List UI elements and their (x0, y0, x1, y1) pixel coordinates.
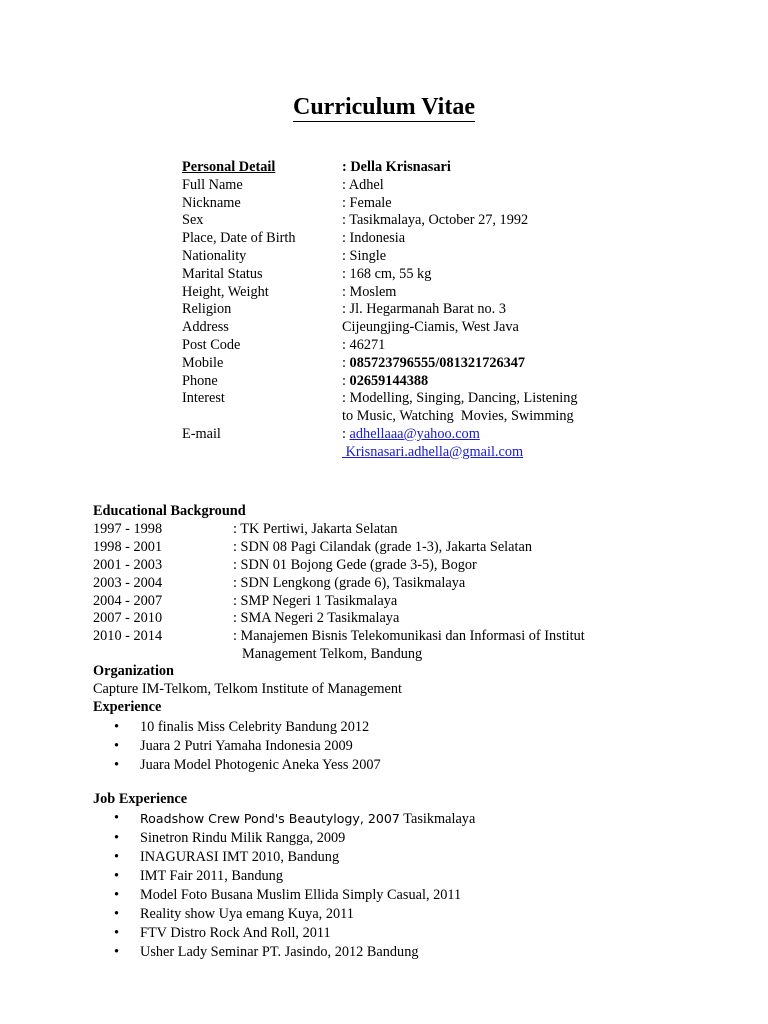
education-row (93, 593, 733, 611)
personal-detail-label: Nickname (182, 194, 241, 211)
phone-value: 02659144388 (349, 372, 429, 389)
personal-detail-value: : Jl. Hegarmanah Barat no. 3 (342, 301, 506, 318)
education-row (93, 539, 733, 557)
list-item (93, 809, 733, 829)
personal-detail-row (182, 195, 622, 213)
personal-detail-heading-row (182, 159, 622, 177)
interest-line-1: : Modelling, Singing, Dancing, Listening (342, 390, 578, 407)
education-school: : SDN 08 Pagi Cilandak (grade 1-3), Jakarta Selatan (233, 538, 532, 555)
mobile-row (182, 355, 622, 373)
list-item: • Juara 2 Putri Yamaha Indonesia 2009 (93, 737, 733, 756)
personal-detail-value: : Female (342, 194, 392, 211)
job-item-first-part2: Tasikmalaya (399, 810, 476, 827)
education-row (93, 610, 733, 628)
education-years: 1997 - 1998 (93, 520, 163, 537)
email-link-gmail[interactable]: Krisnasari.adhella@gmail.com (342, 443, 524, 460)
personal-detail-label: Post Code (182, 336, 241, 353)
education-heading: Educational Background (93, 503, 246, 519)
personal-detail-value: : Indonesia (342, 230, 406, 247)
personal-detail-value: : Adhel (342, 176, 384, 193)
education-years: 1998 - 2001 (93, 538, 163, 555)
education-years: 2010 - 2014 (93, 628, 163, 645)
organization-heading: Organization (93, 663, 175, 679)
job-experience-heading: Job Experience (93, 791, 188, 807)
full-name-value: : Della Krisnasari (342, 159, 451, 175)
personal-detail-value: Cijeungjing-Ciamis, West Java (342, 319, 519, 336)
personal-detail-value: : 46271 (342, 336, 386, 353)
organization-section (93, 663, 733, 775)
education-school: : TK Pertiwi, Jakarta Selatan (233, 520, 398, 537)
personal-detail-row (182, 284, 622, 302)
personal-detail-row (182, 230, 622, 248)
personal-detail-label: Sex (182, 212, 204, 229)
personal-detail-label: Religion (182, 301, 232, 318)
phone-label: Phone (182, 372, 218, 389)
personal-detail-label: Height, Weight (182, 283, 269, 300)
education-years: 2003 - 2004 (93, 574, 163, 591)
document-title: Curriculum Vitae (293, 94, 475, 120)
personal-detail-row (182, 301, 622, 319)
personal-detail-label: Nationality (182, 247, 247, 264)
education-years: 2001 - 2003 (93, 556, 163, 573)
email-label: E-mail (182, 425, 221, 442)
personal-detail-row (182, 337, 622, 355)
personal-detail-value: : 168 cm, 55 kg (342, 265, 432, 282)
interest-row (182, 390, 622, 426)
education-years: 2004 - 2007 (93, 592, 163, 609)
experience-list (93, 718, 733, 775)
list-item: • Juara Model Photogenic Aneka Yess 2007 (93, 756, 733, 775)
list-item: • INAGURASI IMT 2010, Bandung (93, 848, 733, 867)
list-item: • Sinetron Rindu Milik Rangga, 2009 (93, 829, 733, 848)
personal-detail-value: : Single (342, 247, 387, 264)
list-item: • FTV Distro Rock And Roll, 2011 (93, 924, 733, 943)
list-item: • 10 finalis Miss Celebrity Bandung 2012 (93, 718, 733, 737)
personal-detail-label: Place, Date of Birth (182, 230, 296, 247)
personal-detail-section (182, 159, 622, 462)
education-school: : SMA Negeri 2 Tasikmalaya (233, 610, 400, 627)
phone-row (182, 373, 622, 391)
personal-detail-row (182, 266, 622, 284)
list-item: • IMT Fair 2011, Bandung (93, 867, 733, 886)
personal-detail-label: Address (182, 319, 229, 336)
job-experience-section (93, 791, 733, 962)
email-link-yahoo[interactable]: adhellaaa@yahoo.com (349, 425, 480, 442)
job-item-first-part1: Roadshow Crew Pond's Beautylogy, 2007 (140, 810, 400, 826)
list-item: • Model Foto Busana Muslim Ellida Simply Casual, 2011 (93, 886, 733, 905)
education-row (93, 575, 733, 593)
education-school: : SDN Lengkong (grade 6), Tasikmalaya (233, 574, 466, 591)
email-row (182, 426, 622, 462)
personal-detail-row (182, 177, 622, 195)
education-school: : SDN 01 Bojong Gede (grade 3-5), Bogor (233, 556, 477, 573)
personal-detail-heading: Personal Detail (182, 159, 276, 175)
list-item: • Usher Lady Seminar PT. Jasindo, 2012 Bandung (93, 943, 733, 962)
education-years: 2007 - 2010 (93, 610, 163, 627)
education-school: : Manajemen Bisnis Telekomunikasi dan Informasi of Institut (233, 628, 585, 645)
education-row (93, 557, 733, 575)
personal-detail-row (182, 212, 622, 230)
personal-detail-value: : Tasikmalaya, October 27, 1992 (342, 212, 529, 229)
education-row (93, 628, 733, 646)
education-school: : SMP Negeri 1 Tasikmalaya (233, 592, 398, 609)
personal-detail-row (182, 319, 622, 337)
personal-detail-value: : Moslem (342, 283, 397, 300)
job-experience-list (93, 809, 733, 962)
organization-text: Capture IM-Telkom, Telkom Institute of Management (93, 680, 403, 697)
mobile-colon: : (342, 354, 350, 371)
mobile-value: 085723796555/081321726347 (349, 354, 526, 371)
education-section (93, 503, 733, 664)
interest-label: Interest (182, 390, 225, 407)
education-continuation: Management Telkom, Bandung (242, 646, 423, 663)
education-continuation-row (93, 646, 733, 664)
email-colon: : (342, 425, 350, 442)
personal-detail-label: Marital Status (182, 265, 263, 282)
personal-detail-row (182, 248, 622, 266)
phone-colon: : (342, 372, 350, 389)
list-item: • Reality show Uya emang Kuya, 2011 (93, 905, 733, 924)
mobile-label: Mobile (182, 354, 224, 371)
experience-heading: Experience (93, 698, 162, 715)
interest-line-2: to Music, Watching Movies, Swimming (342, 408, 574, 425)
education-row (93, 521, 733, 539)
personal-detail-label: Full Name (182, 176, 243, 193)
